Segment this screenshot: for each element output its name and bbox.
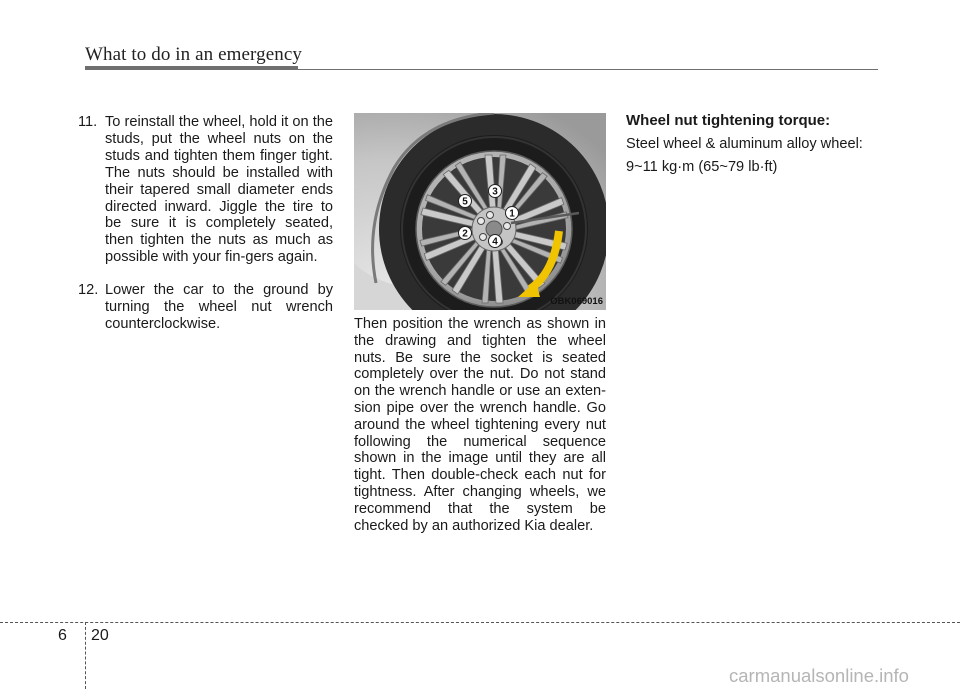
svg-text:5: 5 — [462, 196, 468, 208]
footer-rule — [0, 622, 960, 623]
svg-text:1: 1 — [509, 208, 515, 220]
torque-heading: Wheel nut tightening torque: — [626, 112, 831, 129]
nut-label-5 — [459, 195, 472, 208]
wheel-illustration — [354, 113, 606, 310]
figure-code: OBK069016 — [550, 296, 603, 307]
chapter-number: 6 — [58, 627, 67, 644]
step-12-text: Lower the car to the ground by turning the wheel nut wrench counterclockwise. — [105, 282, 333, 332]
title-rule-thick — [85, 66, 298, 70]
nut-label-2 — [459, 227, 472, 240]
section-title: What to do in an emergency — [85, 44, 302, 65]
footer-divider — [85, 622, 86, 689]
title-rule-thin — [298, 69, 878, 71]
nut-label-4 — [489, 235, 502, 248]
svg-text:2: 2 — [462, 228, 468, 240]
step-11-text: To reinstall the wheel, hold it on the studs, put the wheel nuts on the studs and tighten them finger tight. The nuts should be installed with their tapered small diameter ends directed inward. Jiggle the tire to be sure it is completely seated, then tighten the nuts as much as possible with your fin-gers again. — [105, 114, 333, 266]
wheel-drawing — [354, 113, 606, 310]
step-11 — [78, 114, 333, 266]
step-12-number: 12. — [78, 282, 99, 298]
torque-value: 9~11 kg·m (65~79 lb·ft) — [626, 159, 778, 175]
page-number: 20 — [91, 627, 109, 644]
nut-label-3 — [489, 185, 502, 198]
wrench-instructions: Then position the wrench as shown in the drawing and tighten the wheel nuts. Be sure the socket is seated completely over the nut. Do not stand on the wrench handle or use an exten-sion pipe over the wrench handle. Go around the wheel tightening every nut following the numerical sequence shown in the image until they are all tight. Then double-check each nut for tightness. After changing wheels, we recommend that the system be checked by an authorized Kia dealer. — [354, 316, 606, 534]
svg-text:4: 4 — [492, 236, 498, 248]
step-11-number: 11. — [78, 114, 98, 130]
nut-label-1 — [506, 207, 519, 220]
torque-wheel-type: Steel wheel & aluminum alloy wheel: — [626, 136, 863, 152]
svg-text:3: 3 — [492, 186, 498, 198]
watermark: carmanualsonline.info — [729, 665, 909, 686]
step-12 — [78, 282, 333, 333]
